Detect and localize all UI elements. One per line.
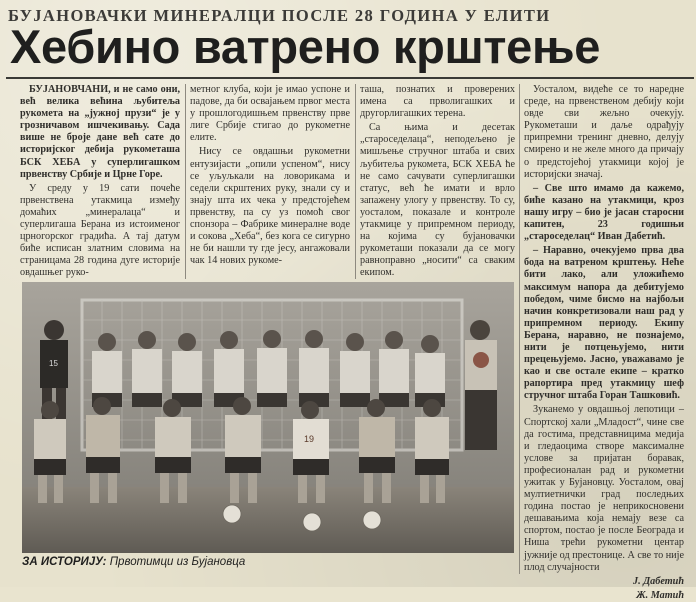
paragraph: таша, познатих и проверених имена са прволигашких и другорлигашких терена.: [360, 84, 515, 120]
author-line: Ж. Матић: [636, 589, 684, 601]
column-divider: [519, 84, 520, 574]
svg-text:15: 15: [49, 359, 58, 368]
paragraph: метног клуба, који је имао успоне и падове, да би освајањем првог места у прошлогодишњем првенству прве лиге Србије стигао до рукометне елите.: [190, 84, 350, 144]
column-divider: [355, 84, 356, 279]
quote-paragraph: – Све што имамо да кажемо, биће казано на утакмици, кроз нашу игру – био је јасан старосни капитен, 23 годишњи „староседелац“ Иван Дабетић.: [524, 182, 684, 243]
article-column-2: [190, 84, 350, 279]
article-column-1: [20, 84, 180, 279]
paragraph: Уосталом, видеће се то наредне среде, на првенственом дебију који овде сви жељно очекују. Рукометаши и даље одрађују припремни тренинг дневно, делују смирено и не желе много да причају о предстојећој утакмици којој је историјски значај.: [524, 84, 684, 180]
svg-text:19: 19: [304, 434, 315, 444]
photo-caption: [22, 556, 514, 574]
paragraph: Са њима и десетак „староседелаца“, неподељено је мишљење стручног штаба и свих љубитеља рукомета, БСК ХЕБА ће не само сачувати суперлигашки статус, већ ће имати и врло запажену улогу у првенству. То су, уосталом, показале и контроле утакмице у припремном периоду, на којима су бујановачки рукометаши показали да се могу равноправно „носити“ са сваким екипом.: [360, 122, 515, 279]
paragraph: Зуканемо у овдашњој лепотици – Спортској хали „Младост“, чине све да гостима, представницима медија и гледаоцима створе максималне услове за пријатан боравак, професионалан рад и рукометни ужитак у Бујановцу. Уосталом, овај мултиетнички град последњих година постао је неприкосновени дешавањима која немају везе са спортом, постао је после Београда и Ниша трећи рукометни центар јужније од престонице. А све то није плод случајности: [524, 404, 684, 573]
paragraph: У среду у 19 сати почеће првенствена утакмица између домаћих „минералаца“ и суперлигаша Берана из истоименог црногорског градића. А тај датум биће исписан златним словима на страницама 28 година дуге историје овдашњег руко-: [20, 182, 180, 279]
lead-paragraph: БУЈАНОВЧАНИ, и не само они, већ велика већина љубитеља рукомета на „јужној прузи“ је у грозничавом ишчекивању. Сада више не броје дане већ сате до историјског дебија рукометаша БСК ХЕБА у суперлигашком првенству Србије и Црне Горе.: [20, 84, 180, 180]
caption-text: Првотимци из Бујановца: [106, 556, 246, 568]
column-divider: [185, 84, 186, 279]
article-kicker: БУЈАНОВАЧКИ МИНЕРАЛЦИ ПОСЛЕ 28 ГОДИНА У ЕЛИТИ: [8, 6, 551, 25]
article-column-4: [524, 84, 684, 601]
article-column-3: [360, 84, 515, 279]
team-photo-illustration: [22, 282, 514, 553]
quote-paragraph: – Наравно, очекујемо прва два бода на ватреном крштењу. Неће бити лако, али уложићемо максимум напора да дебитујемо победом, чиме бисмо на најбољи начин конкретизовали наш рад у припремном периоду. Екипу Берана, наравно, не познајемо, нити је потцењујемо, нити прецењујемо. Јасно, уважавамо је као и све остале екипе – кратко рапортира пред утакмицу шеф стручног штаба Горан Ташковић.: [524, 245, 684, 402]
caption-label: ЗА ИСТОРИЈУ:: [22, 556, 107, 568]
headline-rule: [6, 77, 694, 79]
paragraph: Нису се овдашњи рукометни ентузијасти „опили успеном“, нису се уљуљкали на ловорикама и седели скрштених руку, знали су и знају шта их чека у предстојећем првенству, па су уз помоћ свог спонзора – Фабрике минералне воде и сокова „Хеба“, без кога се сигурно не би нашли ту где јесу, ангажовали чак 14 нових рукоме-: [190, 146, 350, 267]
team-photo: [22, 282, 514, 553]
article-headline: Хебино ватрено крштење: [10, 20, 601, 73]
author-line: Ј. Дабетић: [633, 575, 684, 587]
